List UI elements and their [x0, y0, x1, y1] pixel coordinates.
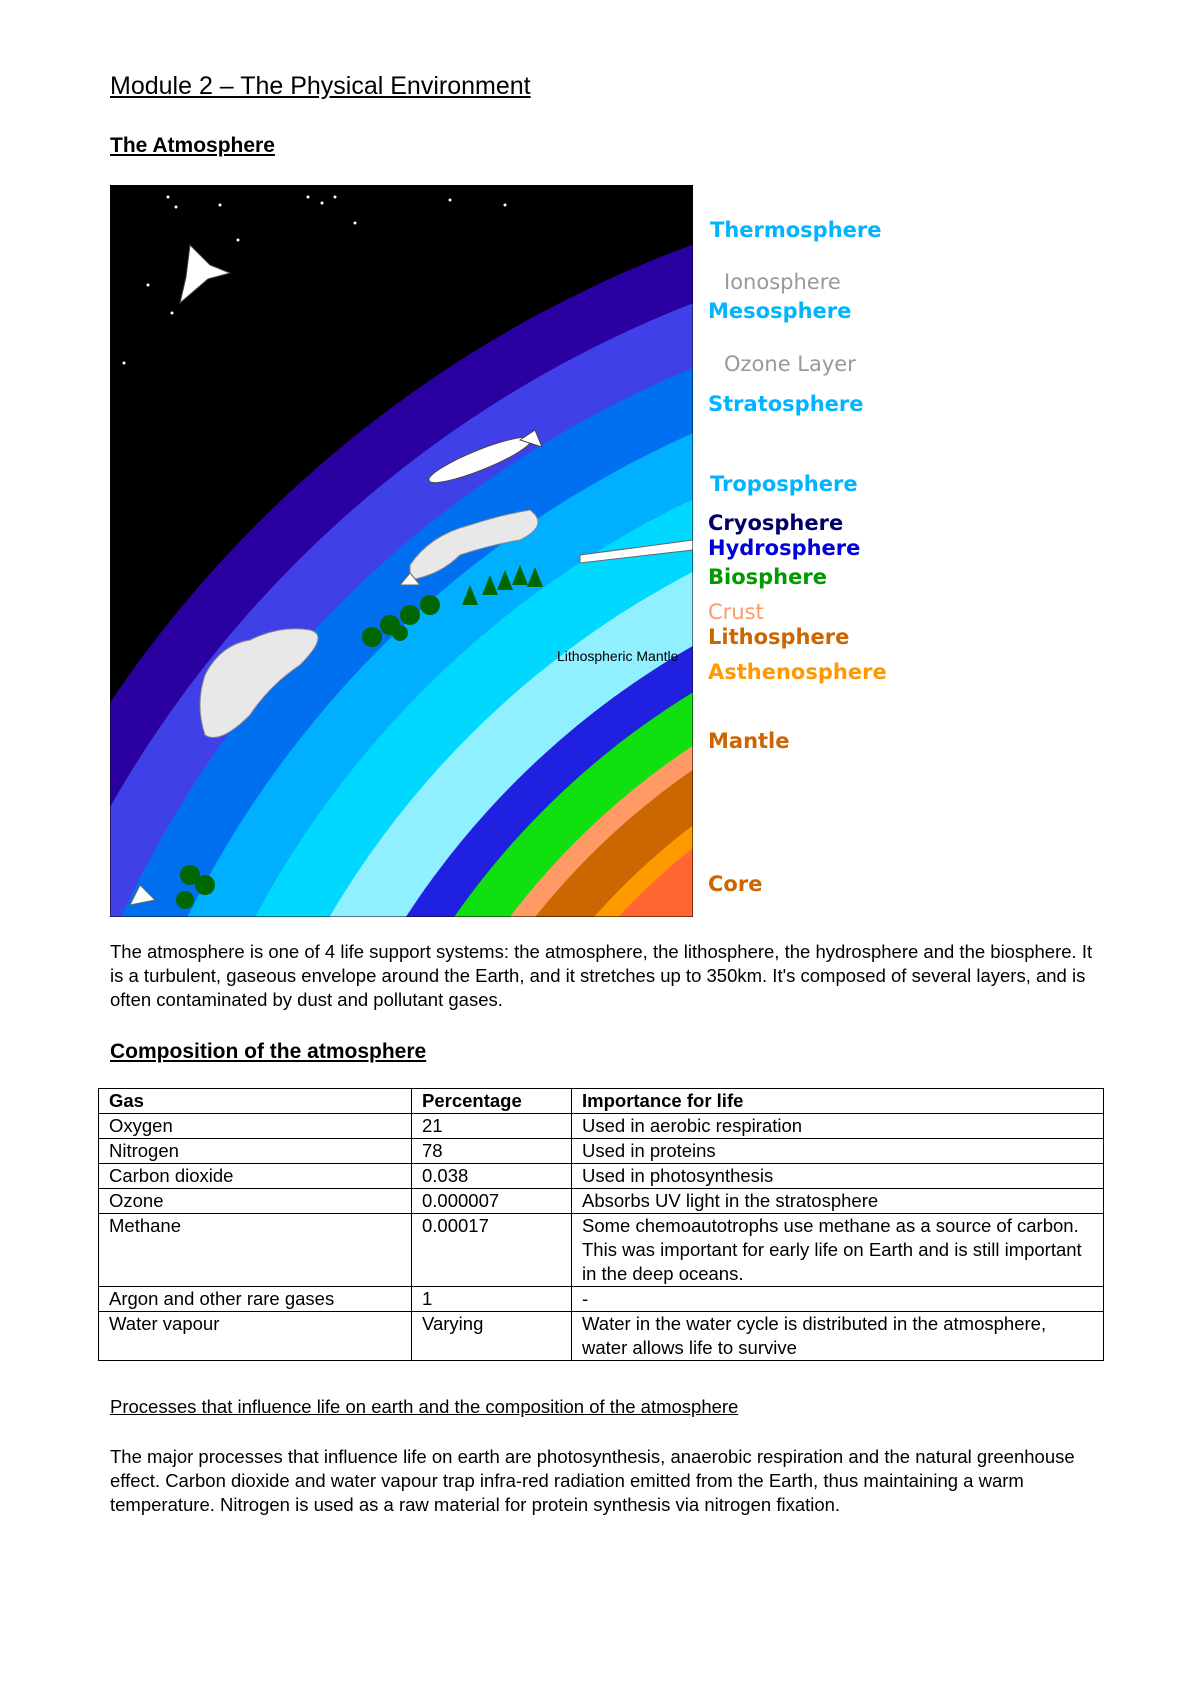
- cell-gas: Nitrogen: [99, 1139, 412, 1164]
- layer-label-troposphere: Troposphere: [710, 472, 858, 496]
- layer-label-crust: Crust: [708, 600, 764, 624]
- layer-label-asthenosphere: Asthenosphere: [708, 660, 887, 684]
- section-heading-composition: Composition of the atmosphere: [110, 1040, 427, 1063]
- intro-paragraph: The atmosphere is one of 4 life support systems: the atmosphere, the lithosphere, the hydrosphere and the biosphere. It is a turbulent, gaseous envelope around the Earth, and it stretches up to 350km. It's composed of several layers, and is often contaminated by dust and pollutant gases.: [110, 941, 1093, 1010]
- page-title: Module 2 – The Physical Environment: [110, 72, 531, 100]
- cell-gas: Oxygen: [99, 1114, 412, 1139]
- atmosphere-diagram: [110, 185, 693, 917]
- cell-percentage: 78: [412, 1139, 572, 1164]
- table-row: [99, 1214, 1104, 1287]
- layer-label-ionosphere: Ionosphere: [724, 270, 841, 294]
- layers-illustration: [110, 185, 693, 917]
- table-header-row: [99, 1089, 1104, 1114]
- cell-gas: Methane: [99, 1214, 412, 1287]
- layer-label-lithosphere: Lithosphere: [708, 625, 850, 649]
- processes-heading: Processes that influence life on earth and the composition of the atmosphere: [110, 1396, 739, 1417]
- layer-label-biosphere: Biosphere: [708, 565, 827, 589]
- cell-importance: Water in the water cycle is distributed in the atmosphere, water allows life to survive: [572, 1312, 1104, 1361]
- layer-label-mantle: Mantle: [708, 729, 790, 753]
- cell-importance: Used in photosynthesis: [572, 1164, 1104, 1189]
- layer-label-thermosphere: Thermosphere: [710, 218, 882, 242]
- cell-gas: Ozone: [99, 1189, 412, 1214]
- table-row: [99, 1114, 1104, 1139]
- cell-percentage: 0.000007: [412, 1189, 572, 1214]
- layer-label-hydrosphere: Hydrosphere: [708, 536, 861, 560]
- header-gas: Gas: [99, 1089, 412, 1114]
- cell-percentage: 0.038: [412, 1164, 572, 1189]
- cell-importance: Absorbs UV light in the stratosphere: [572, 1189, 1104, 1214]
- layer-label-cryosphere: Cryosphere: [708, 511, 844, 535]
- table-row: [99, 1189, 1104, 1214]
- cell-importance: Used in proteins: [572, 1139, 1104, 1164]
- cell-percentage: 21: [412, 1114, 572, 1139]
- header-percentage: Percentage: [412, 1089, 572, 1114]
- layer-label-stratosphere: Stratosphere: [708, 392, 864, 416]
- layer-label-ozone: Ozone Layer: [724, 352, 856, 376]
- cell-importance: Some chemoautotrophs use methane as a source of carbon. This was important for early life on Earth and is still important in the deep oceans.: [572, 1214, 1104, 1287]
- table-row: [99, 1287, 1104, 1312]
- table-row: [99, 1312, 1104, 1361]
- cell-gas: Argon and other rare gases: [99, 1287, 412, 1312]
- table-row: [99, 1164, 1104, 1189]
- table-row: [99, 1139, 1104, 1164]
- cell-importance: Used in aerobic respiration: [572, 1114, 1104, 1139]
- gas-composition-table: [98, 1088, 1104, 1361]
- cell-importance: -: [572, 1287, 1104, 1312]
- cell-gas: Carbon dioxide: [99, 1164, 412, 1189]
- processes-paragraph: The major processes that influence life on earth are photosynthesis, anaerobic respiration and the natural greenhouse effect. Carbon dioxide and water vapour trap infra-red radiation emitted from the Earth, thus maintaining a warm temperature. Nitrogen is used as a raw material for protein synthesis via nitrogen fixation.: [110, 1446, 1075, 1515]
- cell-percentage: 1: [412, 1287, 572, 1312]
- layer-label-core: Core: [708, 872, 763, 896]
- cell-gas: Water vapour: [99, 1312, 412, 1361]
- lithospheric-mantle-label: Lithospheric Mantle: [557, 648, 679, 664]
- header-importance: Importance for life: [572, 1089, 1104, 1114]
- cell-percentage: 0.00017: [412, 1214, 572, 1287]
- layer-label-mesosphere: Mesosphere: [708, 299, 852, 323]
- cell-percentage: Varying: [412, 1312, 572, 1361]
- section-heading-atmosphere: The Atmosphere: [110, 134, 275, 157]
